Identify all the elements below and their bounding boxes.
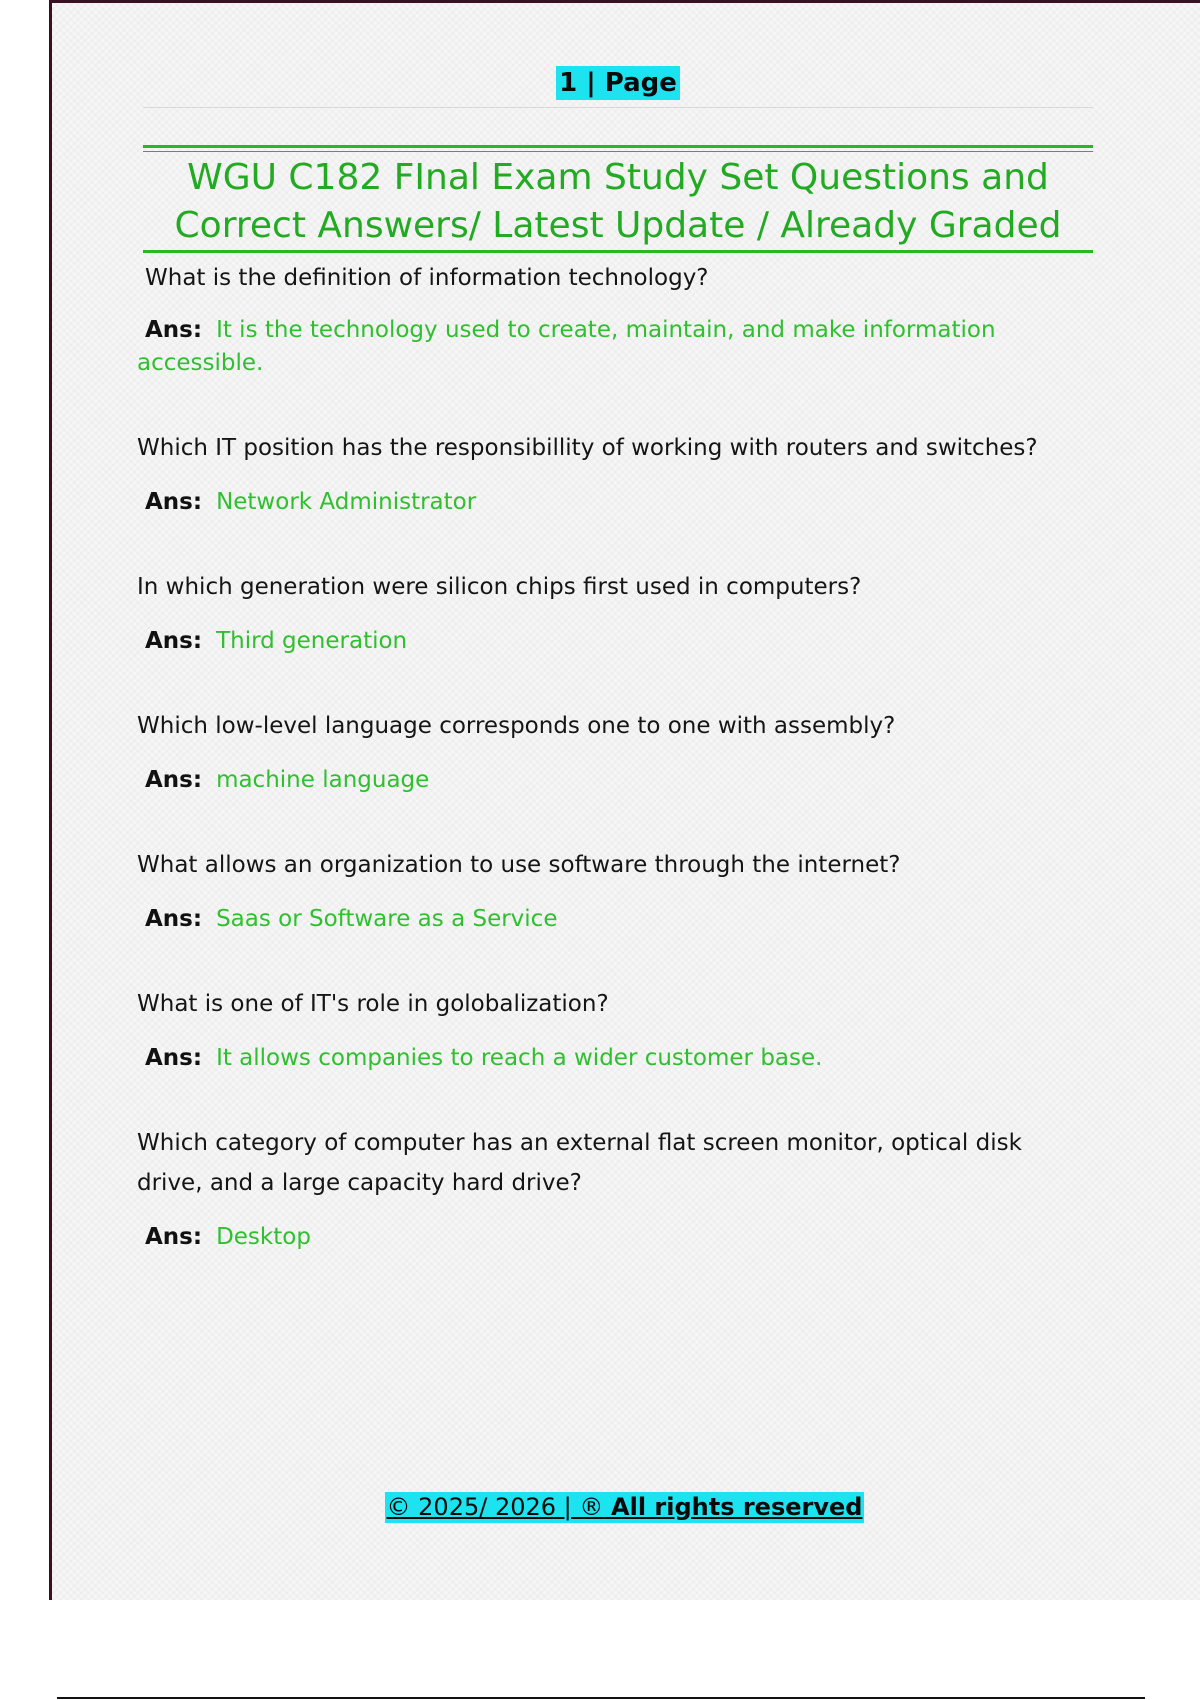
qa-item <box>137 1123 1075 1254</box>
answer-row <box>137 764 1075 797</box>
answer-label: Ans: <box>145 317 203 343</box>
answer-label: Ans: <box>145 767 203 793</box>
question-text: What is one of IT's role in golobalization? <box>137 991 609 1017</box>
answer-row <box>137 1042 1075 1075</box>
answer-label: Ans: <box>145 1224 203 1250</box>
answer-row <box>137 903 1075 936</box>
answer-row <box>137 1221 1075 1254</box>
page-number-label: 1 | Page <box>556 66 680 100</box>
title-line-2: Correct Answers/ Latest Update / Already Graded <box>174 205 1062 246</box>
document-title <box>143 145 1093 253</box>
question-text: Which category of computer has an external flat screen monitor, optical disk drive, and a large capacity hard drive? <box>137 1130 1022 1196</box>
answer-row <box>137 314 1075 380</box>
qa-list <box>137 258 1075 1254</box>
answer-text: It allows companies to reach a wider customer base. <box>216 1045 823 1071</box>
title-text <box>143 151 1093 250</box>
answer-row <box>137 486 1075 519</box>
qa-item <box>137 428 1075 519</box>
answer-label: Ans: <box>145 906 203 932</box>
question-text: What is the definition of information technology? <box>145 265 709 291</box>
rights-reserved: All rights reserved <box>611 1493 863 1521</box>
page-footer <box>49 1492 1200 1523</box>
answer-text: machine language <box>216 767 430 793</box>
answer-text: Desktop <box>216 1224 311 1250</box>
question-text: In which generation were silicon chips first used in computers? <box>137 574 862 600</box>
answer-label: Ans: <box>145 628 203 654</box>
page-header <box>143 66 1093 100</box>
qa-item <box>137 567 1075 658</box>
answer-text: It is the technology used to create, maintain, and make information accessible. <box>137 317 996 376</box>
question-text: What allows an organization to use software through the internet? <box>137 852 901 878</box>
question-text: Which IT position has the responsibillity of working with routers and switches? <box>137 435 1038 461</box>
copyright-year: © 2025/ 2026 | ® <box>386 1493 604 1521</box>
bottom-divider <box>57 1697 1145 1699</box>
answer-text: Saas or Software as a Service <box>216 906 558 932</box>
answer-text: Network Administrator <box>216 489 477 515</box>
header-divider <box>143 107 1093 108</box>
qa-item <box>137 706 1075 797</box>
answer-row <box>137 625 1075 658</box>
qa-item <box>137 258 1075 380</box>
question-text: Which low-level language corresponds one to one with assembly? <box>137 713 896 739</box>
copyright-notice <box>385 1492 865 1523</box>
qa-item <box>137 984 1075 1075</box>
answer-text: Third generation <box>216 628 408 654</box>
answer-label: Ans: <box>145 1045 203 1071</box>
answer-label: Ans: <box>145 489 203 515</box>
title-line-1: WGU C182 FInal Exam Study Set Questions and <box>187 157 1049 198</box>
qa-item <box>137 845 1075 936</box>
